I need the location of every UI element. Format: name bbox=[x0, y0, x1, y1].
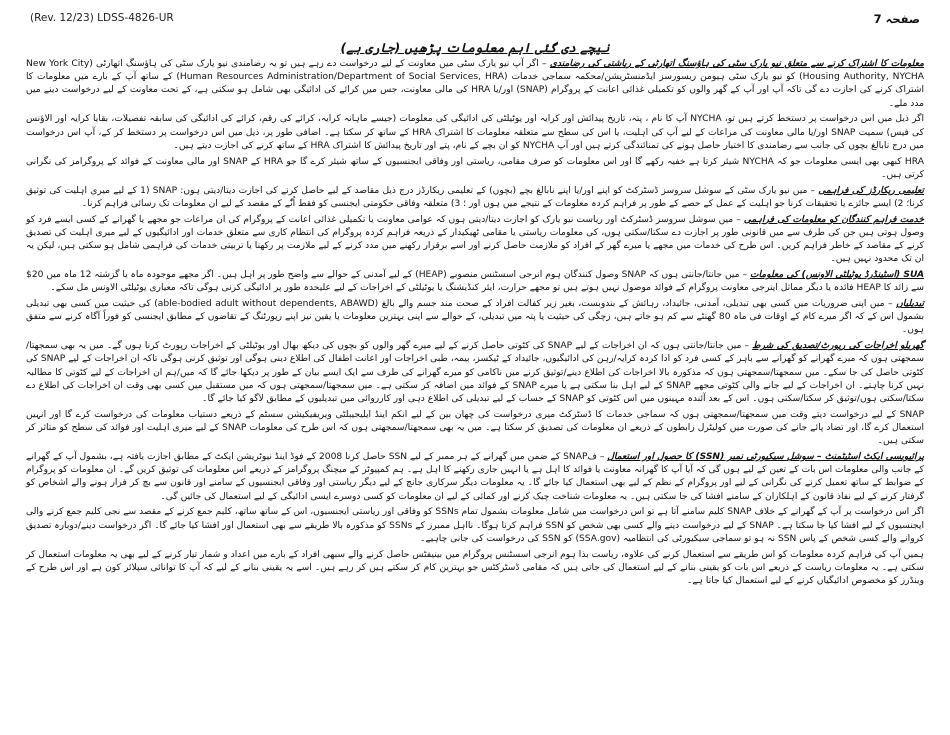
paragraph-text: – میں نیو یارک سٹی کے سوشل سروسز ڈسٹرکٹ کو اپنے اور/یا اپنے نابالغ بچے (بچوں) کے تعلیمی ریکارڈز درج ذیل مقاصد کے لیے حاصل کرنے کی اجازت دیتا/دیتی ہوں: SNAP (1 کے لیے میری اہلیت کی توثیق کرنا؛ 2) ایسے جائزے یا تحقیقات کرنا جو اہلیت کے عمل کے حصے کے طور پر فراہم کردہ معلومات کے نتیجے میں ہوں اور ؛ 3) متعلقہ وفاقی حکومتی ایجنسی کو فقط اُنّٰے کے مقصد کے لیے ان معلومات تک رسائی فراہم کرنا۔ bbox=[26, 185, 924, 209]
paragraph-nycha-sharing bbox=[26, 113, 924, 153]
paragraph-text: – میں اپنی ضروریات میں کسی بھی تبدیلی، آمدنی، جائیداد، رہائش کے بندوبست، بغیر زیر کفالت افراد کے صحت مند جسم والے بالغ (able-bodied adult without dependents, ABAWD) کی حیثیت میں کسی بھی تبدیلی بشمول اس کے کہ اگر میرے کام کے اوقات فی ماہ 80 گھنٹے سے کم ہو جاتے ہیں، زچگی کی حیثیت یا پتہ میں تبدیلی، کے حوالے سے اپنی بہترین معلومات یا یقین نیز اپنے رپورٹنگ کے تقاضوں کے مطابق ایجنسی کو فوراً آگاہ کرنے سے متفق ہوں۔ bbox=[26, 299, 924, 336]
paragraph-nycha-consent bbox=[26, 58, 924, 111]
section-title: نیچے دی گئی اہم معلومات پڑھیں (جاری ہے) bbox=[340, 40, 610, 55]
paragraph-heading: تبدیلیاں bbox=[896, 299, 924, 310]
paragraph-service-providers bbox=[26, 214, 924, 267]
paragraph-text: – میں جانتا/جانتی ہوں کہ ان اخراجات کے لیے SNAP کی کٹوتی حاصل کرنے کے لیے میرے گھر والوں کو بچوں کی دیکھ بھال اور یوٹیلٹی کے اخراجات رپورٹ کرنا ہوں گے۔ میں یہ بھی سمجھتا/سمجھتی ہوں کہ میرے گھرانے کو گھرانے سے باہر کے کسی فرد کو ادا کردہ کرایہ/رہن کی ادائیگیوں، جائیداد کے ٹیکسز، بیمہ، طبی اخراجات اور اعانت اطفال کی اطلاع دینی ہوگی اور توثیق کرنی ہوگی تاکہ ان اخراجات کے لیے SNAP کی کٹوتی حاصل کی جا سکے۔ میں سمجھتا/سمجھتی ہوں کہ مذکورہ بالا اخراجات کی اطلاع دینے/توثیق کرنے میں ناکامی کو میرے گھرانے کی طرف سے ایک ایسے بیان کے طور پر دیکھا جائے گا کہ میں/ہم ان اخراجات کے لیے کٹوتی کا مطالبہ نہیں کرنا چاہتے۔ ان اخراجات کے لیے جانے والی کٹوتی مجھے SNAP کے لیے اہل بنا سکتی ہے یا میرے SNAP کے فوائد میں اضافہ کر سکتی ہے۔ میں سمجھتا/سمجھتی ہوں کہ میں مستقبل میں کسی بھی وقت ان اخراجات کی اطلاع دے سکتا/سکتی ہوں/توثیق کر سکتا/سکتی ہوں۔ اس کے بعد آئندہ مہینوں میں اس کٹوتی کو SNAP کے حساب کے لیے تبدیلی کی اطلاع دہی اور کارروائی میں تبدیلیوں کے مطابق لاگو کیا جائے گا۔ bbox=[26, 341, 924, 405]
paragraph-text: SNAP کے لیے درخواست دیتے وقت میں سمجھتا/سمجھتی ہوں کہ سماجی خدمات کا ڈسٹرکٹ میری درخواست کی چھان بین کے لیے انکم اینڈ ایلیجیبلٹی ویریفیکیشن سسٹم کے ذریعے دستیاب معلومات کی درخواست کرے گا اور انہیں استعمال کرے گا، اور تضاد پائے جانے کی صورت میں کولیٹرل رابطوں کے ذریعے ان معلومات کی تصدیق کر سکتا ہے۔ میں یہ بھی سمجھتا/سمجھتی ہوں کہ اس طرح کی معلومات SNAP کے لیے میری اہلیت اور فوائد کی سطح کو متاثر کر سکتی ہیں۔ bbox=[26, 409, 925, 447]
paragraph-heading: پرائیویسی ایکٹ اسٹیٹمنٹ – سوشل سیکیورٹی نمبر (SSN) کا حصول اور استعمال bbox=[607, 452, 924, 463]
paragraph-text: HRA کبھی بھی ایسی معلومات جو کہ NYCHA شیئر کرتا ہے خفیہ رکھے گا اور اس معلومات کو صرف مقامی، ریاستی اور وفاقی ایجنسیوں کے ساتھ شیئر کرے گا جو HRA کے SNAP اور مالی معاونت کے فوائد کے پروگرامز کی نگرانی کرتی ہیں۔ bbox=[26, 156, 924, 180]
paragraph-snap-claim bbox=[26, 506, 924, 546]
paragraph-heading: معلومات کا اشتراک کرنے سے متعلق نیو یارک سٹی کی ہاؤسنگ اتھارٹی کے ریاشتی کی رضامندی bbox=[549, 59, 924, 69]
paragraph-hra-confidential bbox=[26, 156, 924, 182]
paragraph-heading: SUA (اسٹینڈرڈ یوٹیلٹی الاونس) کی معلومات bbox=[749, 270, 925, 281]
paragraph-household-expenses bbox=[26, 340, 924, 406]
paragraph-text: – فSNAP کے ضمن میں گھرانے کے ہر ممبر کے لیے SSN حاصل کرنا 2008 کے فوڈ اینڈ نیوٹریشن ایکٹ کے مطابق اجازت یافتہ ہے، بشمول آپ کے گھرانے کے جانب والی معلومات اس بات کے تعین کے لیے ہوں گی کہ آیا آپ کا گھرانہ معاونت یا فوائد کا اہل ہے یا انہیں جاری رکھنے کا اہل ہے۔ ہم کمپیوٹر کے میچنگ پروگرامز کے ذریعے اس معلومات کی توثیق کریں گے۔ ان معلومات کو پروگرام کے ضوابط کے ساتھ تعمیل کرنے کی نگرانی کے لیے اور پروگرام کے نظم کے لیے بھی استعمال کیا جائے گا۔ یہ معلومات دیگر سرکاری جانچ کے لیے دیگر ریاستی اور وفاقی ایجنسیوں کے سامنے اور قانون سے بچ کر فرار ہونے والے اشخاص کو گرفتار کرنے کے لیے نفاذ قانون کے اہلکاران کے سامنے افشا کی جا سکتی ہیں۔ یہ معلومات شناخت چیک کرنے اور کمائی کے لیے ان معلومات کو کسی دوسرے ایسی ادائیگی کے لیے استعمال کی جائیں گی۔ bbox=[26, 452, 924, 502]
page-number: صفحہ 7 bbox=[873, 12, 920, 26]
paragraph-text: – میں جانتا/جانتی ہوں کہ SNAP وصول کنندگان ہوم انرجی اسسٹنس منصوبے (HEAP) کے لیے آمدنی کے حوالے سے واضح طور پر اہل ہیں۔ اگر مجھے موجودہ ماہ یا گزشتہ 12 ماہ میں 20$ سے زائد کا HEAP فائدہ یا دیگر مماثل اینرجی معاونت پروگرام کے فوائد موصول نہیں ہوتے ہیں تو مجھے حرارت، ایئر کنڈیشنگ یا یوٹیلٹی کے اخراجات کے لیے علیحدہ طور پر ادائیگی کرنی ہوگی تاکہ معیاری یوٹیلٹی الاونس مل سکے۔ bbox=[26, 270, 924, 294]
paragraph-text: ہمیں آپ کی فراہم کردہ معلومات کو اس طریقے سے استعمال کرنے کی علاوہ، ریاست بذا ہوم انرجی اسسٹنس پروگرام میں بینیفٹس حاصل کرنے والے سبھی افراد کے بارے میں اعداد و شمار تیار کرنے کے لیے بھی یہ معلومات استعمال کر سکتی ہے۔ یہ معلومات ریاست کے ذریعے اس بات کو یقینی بنانے کے لیے استعمال کی جاتی ہیں کہ مقامی ڈسٹرکٹس جو بہترین کام کر سکتے ہیں کر رہے ہیں۔ اسے یہ یقینی بنانے کے لیے کہ آپ کا توانائی سپلائر کون ہے اور اس طرح کے وینڈرز کو مخصوص ادائیگیاں کرنے کے لیے استعمال کیا جاتا ہے۔ bbox=[26, 549, 924, 587]
paragraph-heading: گھریلو اخراجات کی رپورٹ/تصدیق کی شرط bbox=[752, 341, 925, 352]
form-id: (Rev. 12/23) LDSS-4826-UR bbox=[30, 12, 174, 24]
document-body bbox=[26, 58, 924, 591]
paragraph-privacy-act bbox=[26, 451, 924, 504]
paragraph-heading: تعلیمی ریکارڈز کی فراہمی bbox=[818, 185, 924, 196]
paragraph-text: اگر ذیل میں اس درخواست پر دستخط کرتے ہیں تو، NYCHA آپ کا نام ، پتہ، تاریخ پیدائش اور کرایہ اور یوٹیلٹی کی ادائیگی کی معلومات (جیسے ماہانہ کرایہ، کرائے کی رقم، کرائے کی ادائیگی کی سابقہ تفصیلات، بقایا کرایہ اور الاؤنس کی فیس) سمیت SNAP اور/یا مالی معاونت کی مراعات کے لیے آپ کی اہلیت، یا اس کی سطح سے متعلقہ معلومات کا اشتراک HRA کے ساتھ کر سکتا ہے۔ اضافی طور پر، ذیل میں اس درخواست پر دستخط کر کے، آپ اس درخواست میں درج نابالغ بچوں کی جانب سے رضامندی کا اختیار حاصل ہونے کی تمنائندگی کرتے ہیں اور آپ NYCHA کو ان بچے کے نام، پتے اور تاریخ پیدائش کا اشتراک HRA کے ساتھ کرنے کی اجازت دیتے ہیں۔ bbox=[26, 114, 924, 151]
paragraph-income-verification bbox=[26, 409, 924, 449]
paragraph-text: – میں سوشل سروسز ڈسٹرکٹ اور ریاست نیو یارک کو اجازت دیتا/دیتی ہوں کہ عوامی معاونت یا تکمیلی غذائی اعانت کے پروگرام کی ان مراعات جو مجھے یا گھرانے کے کسی ایسے فرد کو وصول ہوتی ہیں جن کی طرف سے میں قانونی طور پر اجازت دے سکتا/سکتی ہوں، کی معلومات ریاستی یا مقامی ٹھیکیدار کے ذریعہ فراہم کردہ پروگرام کی انتظام کاری سے متعلق خدمات اور ادائیگیوں کے لیے میری اہلیت کی تصدیق کرنے کے مقاصد کے خاطر فراہم کریں۔ اس طرح کی خدمات میں مجھے یا میرے گھر کے افراد کو ملازمت حاصل کرنے اور اسے برقرار رکھنے میں مدد کرنے کے لیے ملازمت پر رکھنا یا تربیتی خدمات کی فراہمی شامل ہو سکتی ہیں، لیکن یہ ان تک محدود نہیں ہیں۔ bbox=[26, 214, 924, 265]
paragraph-heading: خدمت فراہم کنندگان کو معلومات کی فراہمی bbox=[743, 214, 925, 225]
paragraph-changes bbox=[26, 298, 924, 338]
paragraph-education-records bbox=[26, 185, 924, 211]
paragraph-sua bbox=[26, 269, 924, 295]
paragraph-heap-statistics bbox=[26, 549, 924, 589]
paragraph-text: – اگر آپ نیو یارک سٹی میں معاونت کے لیے درخواست دے رہے ہیں تو یہ رضامندی نیو یارک سٹی کی ہاؤسنگ اتھارٹی (New York City Housing Authority, NYCHA) کو نیو یارک سٹی ہیومن ریسورسز ایڈمنسٹریشن/محکمہ سماجی خدمات (Human Resources Administration/Department of Social Services, HRA) کے ساتھ آپ کے بارے میں معلومات کا اشتراک کرنے کی اجازت دے گی تاکہ آپ اور آپ کے گھر والوں کو تکمیلی غذائی اعانت کے پروگرام (SNAP) اور/یا HRA کی مالی معاونت، جس میں کرائے کی ادائیگی بھی شامل ہو سکتی ہے، کے تحت معاونت کے لیے درخواست دینے میں مدد ملے۔ bbox=[26, 59, 924, 109]
paragraph-text: اگر اس درخواست پر آپ کے گھرانے کے خلاف SNAP کلیم سامنے آتا ہے تو اس درخواست میں شامل معلومات بشمول تمام SSNs کو وفاقی اور ریاستی ایجنسیوں، اس کے ساتھ ساتھ، کلیم جمع کرنے کے مقصد سے نجی کلیم جمع کرنے والی ایجنسیوں کے لیے افشا کیا جا سکتا ہے۔ SNAP کے لیے درخواست دینے والے کسی بھی شخص کو SSN فراہم کرنا ہوگا۔ نااہل ممبرز کے SSNs کو مذکورہ بالا طریقے سے بھی استعمال اور افشا کیا جائے گا۔ اگر درخواست دینے/دوبارہ تصدیق کروانے والے کسی شخص کے پاس SSN نہ ہو تو سماجی سیکیورٹی کی انتظامیہ (SSA.gov) کو SSN کی درخواست کی جانی چاہیے۔ bbox=[26, 507, 924, 544]
page-header bbox=[30, 12, 920, 28]
